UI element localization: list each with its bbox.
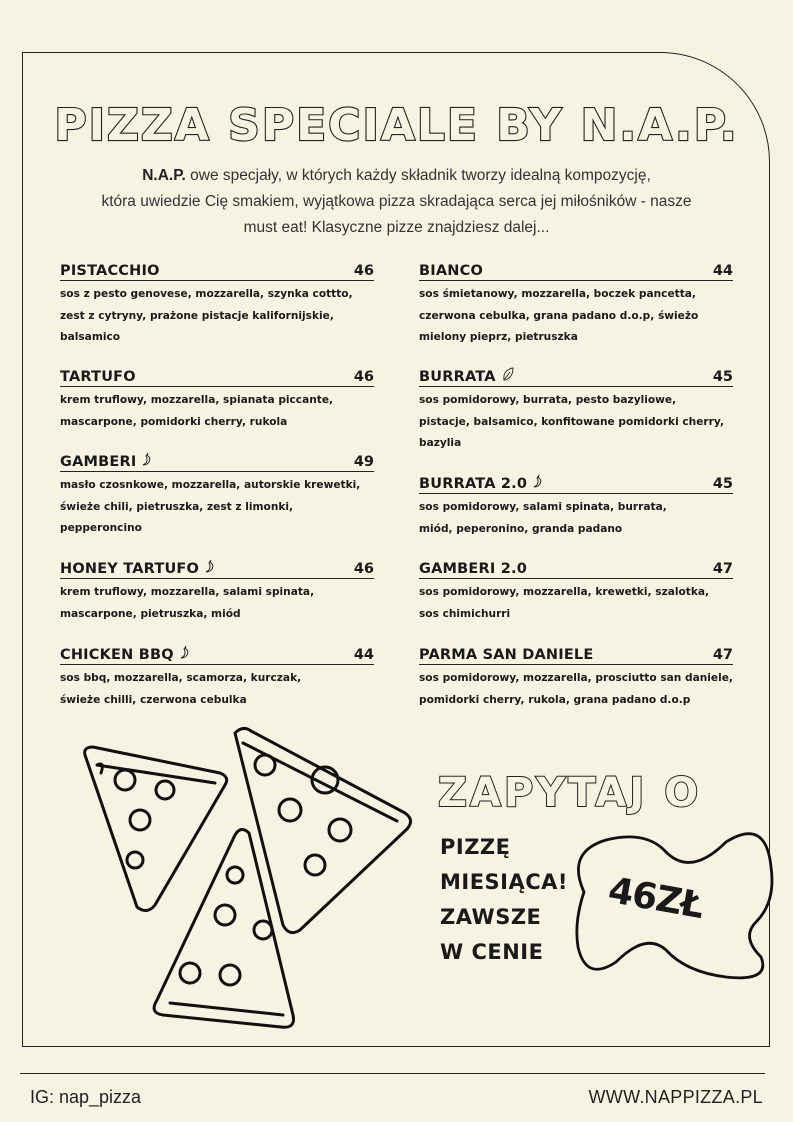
chili-icon	[205, 559, 215, 577]
menu-item-name: BURRATA 2.0	[419, 476, 528, 492]
description-line: sos pomidorowy, mozzarella, krewetki, szalotka,	[419, 586, 710, 598]
chili-icon	[142, 452, 152, 470]
description-line: świeże chilli, czerwona cebulka	[60, 693, 247, 706]
description-line: krem truflowy, mozzarella, salami spinata,	[60, 586, 315, 598]
menu-item-price: 44	[353, 647, 374, 663]
menu-item-description	[60, 390, 374, 433]
menu-item-price: 46	[353, 263, 374, 279]
promo-line-2: MIESIĄCA!	[440, 870, 568, 894]
description-line: sos pomidorowy, salami spinata, burrata,	[419, 501, 667, 513]
menu-item-header	[60, 451, 374, 472]
menu-item-description	[419, 284, 733, 349]
menu-item	[60, 366, 374, 433]
menu-item-price: 45	[712, 369, 733, 385]
description-line: mielony pieprz, pietruszka	[419, 331, 578, 343]
menu-item-name: CHICKEN BBQ	[60, 647, 174, 663]
description-line: świeże chili, pietruszka, zest z limonki,	[60, 500, 294, 513]
menu-item-description	[60, 475, 374, 540]
description-line: krem truflowy, mozzarella, spianata piccante,	[60, 394, 334, 406]
website-link[interactable]: WWW.NAPPIZZA.PL	[588, 1087, 763, 1107]
promo-text	[440, 830, 568, 970]
promo-line-3: ZAWSZE	[440, 905, 542, 929]
menu-item-price: 46	[353, 369, 374, 385]
description-line: bazylia	[419, 437, 462, 449]
menu-item-description	[419, 390, 733, 455]
menu-item-name: BIANCO	[419, 263, 483, 279]
menu-item	[60, 558, 374, 625]
menu-item	[419, 260, 733, 349]
promo-heading: ZAPYTAJ O	[438, 770, 702, 816]
menu-item-name: GAMBERI	[60, 454, 137, 470]
menu-item-price: 46	[353, 561, 374, 577]
menu-item-description	[419, 582, 733, 625]
intro-brand: N.A.P.	[142, 167, 186, 184]
intro-line-2: która uwiedzie Cię smakiem, wyjątkowa pizza skradająca serca jej miłośników - nasze	[101, 193, 692, 210]
menu-item-name: PISTACCHIO	[60, 263, 160, 279]
menu-item-price: 45	[712, 476, 733, 492]
menu-item-description	[419, 668, 733, 711]
pizza-slices-illustration	[75, 725, 425, 1045]
menu-item	[60, 260, 374, 349]
promo-line-4: W CENIE	[440, 940, 544, 964]
menu-item-header	[60, 366, 374, 387]
description-line: czerwona cebulka, grana padano d.o.p, świeżo	[419, 309, 699, 322]
menu-item-price: 49	[353, 454, 374, 470]
intro-text	[60, 163, 733, 241]
promo-price: 46ZŁ	[605, 870, 707, 927]
menu-item-name: GAMBERI 2.0	[419, 561, 528, 577]
description-line: mascarpone, pietruszka, miód	[60, 607, 241, 620]
menu-item-header	[419, 644, 733, 665]
menu-item	[60, 644, 374, 711]
menu-item	[419, 366, 733, 455]
menu-item-description	[60, 582, 374, 625]
menu-item-name: HONEY TARTUFO	[60, 561, 200, 577]
description-line: sos bbq, mozzarella, scamorza, kurczak,	[60, 672, 302, 684]
description-line: pomidorki cherry, rukola, grana padano d.o.p	[419, 693, 691, 706]
menu-item-name: PARMA SAN DANIELE	[419, 647, 594, 663]
description-line: mascarpone, pomidorki cherry, rukola	[60, 415, 288, 428]
menu-item-header	[60, 644, 374, 665]
menu-item-price: 47	[712, 561, 733, 577]
promo-line-1: PIZZĘ	[440, 835, 511, 859]
menu-item-header	[419, 473, 733, 494]
intro-line-3: must eat! Klasyczne pizze znajdziesz dalej...	[243, 219, 550, 236]
description-line: masło czosnkowe, mozzarella, autorskie krewetki,	[60, 479, 361, 491]
chili-icon	[533, 474, 543, 492]
menu-item-price: 44	[712, 263, 733, 279]
intro-line-1: owe specjały, w których każdy składnik tworzy idealną kompozycję,	[185, 167, 651, 184]
description-line: pistacje, balsamico, konfitowane pomidorki cherry,	[419, 415, 724, 428]
footer-divider	[20, 1073, 765, 1074]
description-line: zest z cytryny, prażone pistacje kalifornijskie,	[60, 309, 334, 322]
description-line: pepperoncino	[60, 522, 142, 534]
menu-item-header	[419, 558, 733, 579]
description-line: sos pomidorowy, mozzarella, prosciutto san daniele,	[419, 672, 733, 684]
description-line: sos śmietanowy, mozzarella, boczek pancetta,	[419, 288, 696, 300]
menu-item	[419, 473, 733, 540]
pizza-slice-right	[235, 728, 411, 932]
menu-item-name: TARTUFO	[60, 369, 136, 385]
menu-item-description	[60, 668, 374, 711]
menu-item	[419, 558, 733, 625]
description-line: miód, peperonino, granda padano	[419, 522, 623, 535]
description-line: sos pomidorowy, burrata, pesto bazyliowe,	[419, 394, 677, 406]
menu-item-name: BURRATA	[419, 369, 496, 385]
menu-item-header	[60, 260, 374, 281]
instagram-handle[interactable]: IG: nap_pizza	[30, 1087, 142, 1107]
menu-item-header	[60, 558, 374, 579]
description-line: balsamico	[60, 331, 121, 343]
page-title: PIZZA SPECIALE BY N.A.P.	[54, 100, 739, 151]
menu-item	[60, 451, 374, 540]
description-line: sos chimichurri	[419, 607, 511, 620]
pizza-slice-left	[85, 747, 227, 911]
menu-item-header	[419, 260, 733, 281]
menu-item-description	[419, 497, 733, 540]
leaf-icon	[502, 367, 514, 385]
chili-icon	[180, 645, 190, 663]
menu-item-price: 47	[712, 647, 733, 663]
description-line: sos z pesto genovese, mozzarella, szynka cottto,	[60, 288, 353, 300]
menu-item	[419, 644, 733, 711]
menu-item-description	[60, 284, 374, 349]
menu-item-header	[419, 366, 733, 387]
